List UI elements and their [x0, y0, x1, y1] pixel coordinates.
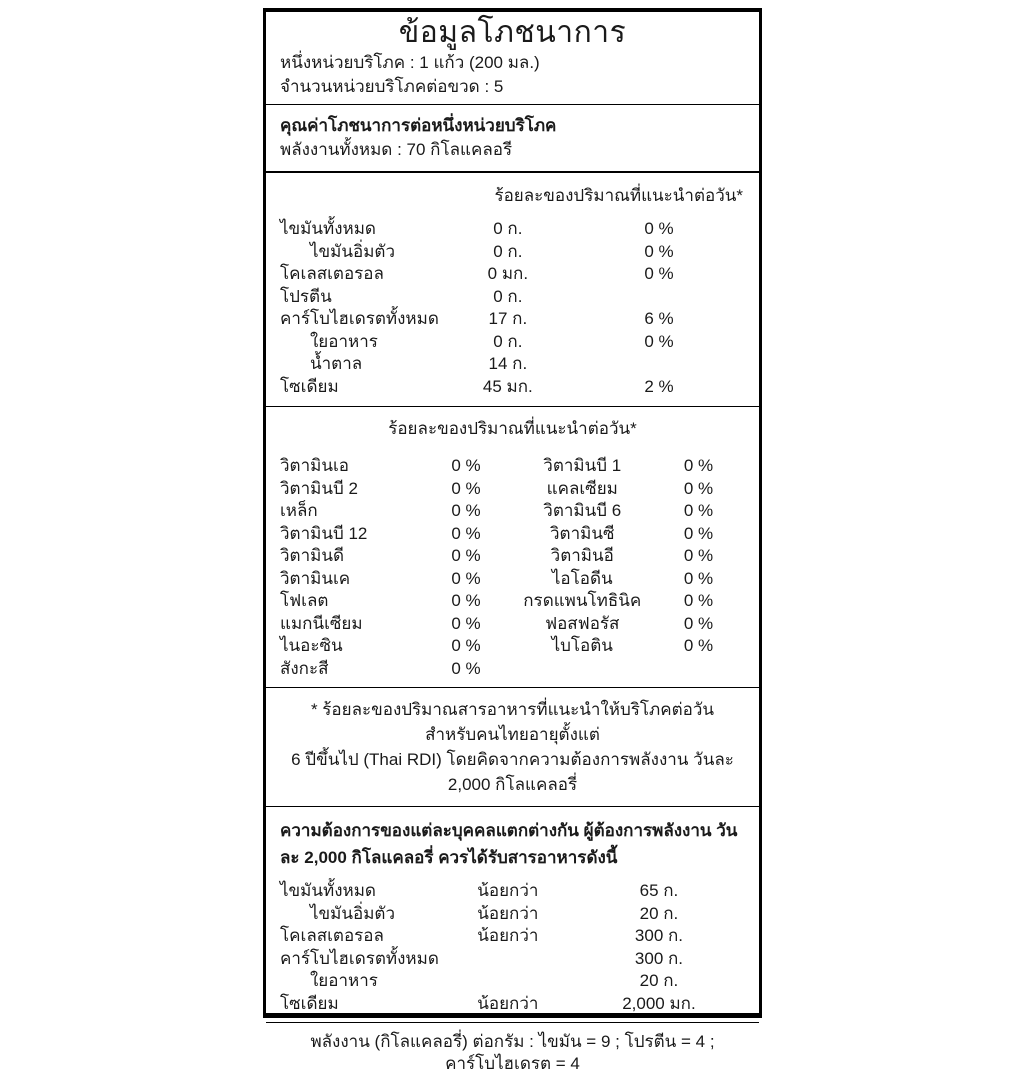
nutrient-percent: 0 %	[644, 264, 674, 283]
vitamin-row	[280, 478, 745, 501]
vitamin-name: วิตามินบี 12	[280, 523, 368, 543]
nutrient-percent	[573, 353, 745, 376]
nutrient-percent: 0 %	[644, 241, 674, 261]
vitamin-row	[280, 658, 745, 681]
nutrient-row	[280, 353, 745, 376]
vitamin-daily-value-header: ร้อยละของปริมาณที่แนะนำต่อวัน*	[388, 419, 637, 438]
requirement-name: คาร์โบไฮเดรตทั้งหมด	[280, 948, 439, 968]
vitamin-row	[280, 500, 745, 523]
vitamin-percent: 0 %	[451, 636, 481, 655]
vitamin-percent: 0 %	[451, 523, 481, 543]
requirement-value: 300 ก.	[634, 926, 684, 945]
rdi-footnote-line2: 6 ปีขึ้นไป (Thai RDI) โดยคิดจากความต้องการพลังงาน วันละ 2,000 กิโลแคลอรี่	[291, 750, 734, 794]
vitamin-name: แมกนีเซียม	[280, 613, 363, 633]
nutrient-name: โซเดียม	[280, 376, 339, 396]
nutrient-name: ไขมันทั้งหมด	[280, 219, 376, 238]
nutrient-amount: 45 มก.	[482, 376, 533, 396]
requirements-heading: ความต้องการของแต่ละบุคคลแตกต่างกัน ผู้ต้องการพลังงาน วันละ 2,000 กิโลแคลอรี่ ควรได้รับสารอาหารดังนี้	[280, 821, 738, 867]
vitamin-row	[280, 523, 745, 546]
vitamin-name: สังกะสี	[280, 658, 329, 678]
nutrient-row	[280, 286, 745, 309]
requirement-name: ไขมันทั้งหมด	[280, 881, 376, 900]
requirement-value: 2,000 มก.	[622, 993, 696, 1013]
requirement-condition: น้อยกว่า	[477, 903, 539, 923]
requirement-value: 65 ก.	[639, 881, 679, 900]
vitamin-percent: 0 %	[683, 568, 714, 588]
requirement-row	[280, 948, 745, 971]
vitamin-percent: 0 %	[451, 591, 481, 610]
nutrient-amount: 0 ก.	[493, 331, 523, 351]
nutrient-percent: 2 %	[644, 376, 674, 396]
vitamin-percent: 0 %	[451, 658, 481, 678]
vitamin-row	[280, 568, 745, 591]
vitamin-row	[280, 613, 745, 636]
nutrient-amount: 14 ก.	[488, 354, 528, 373]
nutrient-row	[280, 376, 745, 399]
nutrient-row	[280, 263, 745, 286]
nutrient-table-section	[266, 171, 759, 406]
vitamin-percent: 0 %	[451, 613, 481, 633]
vitamin-percent: 0 %	[683, 478, 714, 498]
nutrient-name: น้ำตาล	[310, 354, 363, 373]
vitamin-percent: 0 %	[451, 501, 481, 520]
vitamin-name: วิตามินเอ	[280, 456, 349, 475]
vitamin-name: วิตามินอี	[550, 546, 614, 565]
vitamin-name: วิตามินดี	[280, 546, 344, 565]
vitamin-name: ไอโอดีน	[551, 568, 613, 588]
vitamin-percent: 0 %	[683, 456, 714, 475]
nutrient-percent: 0 %	[644, 331, 674, 351]
vitamin-name: แคลเซียม	[546, 478, 618, 498]
header-section	[266, 12, 759, 104]
requirement-name: ไขมันอิ่มตัว	[310, 903, 395, 923]
energy-conversion-footer-section	[266, 1022, 759, 1083]
vitamin-percent: 0 %	[451, 546, 481, 565]
nutrient-amount: 17 ก.	[488, 309, 528, 328]
nutrient-percent: 0 %	[644, 219, 674, 238]
vitamin-name: ฟอสฟอรัส	[545, 613, 620, 633]
label-title: ข้อมูลโภชนาการ	[398, 16, 627, 49]
requirement-row	[280, 880, 745, 903]
vitamin-name: กรดแพนโทธินิค	[523, 591, 642, 610]
nutrient-name: โปรตีน	[280, 286, 332, 306]
nutrient-amount: 0 มก.	[487, 264, 529, 283]
total-energy: พลังงานทั้งหมด : 70 กิโลแคลอรี	[280, 140, 513, 159]
vitamin-percent: 0 %	[683, 546, 714, 565]
vitamin-percent: 0 %	[451, 456, 481, 475]
nutrient-name: ไขมันอิ่มตัว	[310, 241, 395, 261]
requirement-condition	[443, 948, 573, 971]
requirement-condition	[443, 970, 573, 993]
nutrient-amount: 0 ก.	[493, 286, 523, 306]
per-serving-section	[266, 104, 759, 171]
vitamin-percent: 0 %	[683, 523, 714, 543]
vitamin-row	[280, 590, 745, 613]
nutrient-row	[280, 331, 745, 354]
nutrient-percent	[573, 286, 745, 309]
energy-conversion-footer: พลังงาน (กิโลแคลอรี่) ต่อกรัม : ไขมัน = 9 ; โปรตีน = 4 ; คาร์โบไฮเดรต = 4	[310, 1032, 715, 1073]
vitamin-row	[280, 455, 745, 478]
vitamin-percent: 0 %	[451, 568, 481, 588]
requirements-section	[266, 806, 759, 1022]
vitamin-table-section	[266, 406, 759, 687]
vitamin-name: ไนอะซิน	[280, 636, 343, 655]
nutrient-amount: 0 ก.	[493, 241, 523, 261]
rdi-footnote	[266, 687, 759, 806]
requirement-value: 300 ก.	[634, 948, 684, 968]
vitamin-percent: 0 %	[451, 478, 481, 498]
requirement-row	[280, 970, 745, 993]
requirement-name: ใยอาหาร	[310, 971, 378, 990]
requirement-row	[280, 925, 745, 948]
vitamin-name: โฟเลต	[280, 591, 329, 610]
requirement-row	[280, 993, 745, 1016]
vitamin-row	[280, 635, 745, 658]
vitamin-name	[513, 658, 653, 681]
nutrient-name: คาร์โบไฮเดรตทั้งหมด	[280, 309, 439, 328]
daily-value-header: ร้อยละของปริมาณที่แนะนำต่อวัน*	[494, 186, 743, 205]
nutrient-percent: 6 %	[644, 309, 674, 328]
vitamin-percent: 0 %	[683, 591, 714, 610]
nutrient-row	[280, 308, 745, 331]
vitamin-name: วิตามินบี 2	[280, 478, 358, 498]
requirement-value: 20 ก.	[639, 903, 679, 923]
requirement-condition: น้อยกว่า	[477, 926, 539, 945]
vitamin-percent: 0 %	[683, 613, 714, 633]
nutrient-row	[280, 241, 745, 264]
vitamin-percent: 0 %	[683, 636, 714, 655]
requirement-row	[280, 903, 745, 926]
servings-per-container: จำนวนหน่วยบริโภคต่อขวด : 5	[280, 77, 504, 96]
rdi-footnote-line1: * ร้อยละของปริมาณสารอาหารที่แนะนำให้บริโภคต่อวัน สำหรับคนไทยอายุตั้งแต่	[310, 700, 715, 744]
nutrient-name: โคเลสเตอรอล	[280, 264, 384, 283]
vitamin-name: ไบโอติน	[551, 636, 613, 655]
nutrition-label	[263, 8, 762, 1073]
nutrient-row	[280, 218, 745, 241]
vitamin-percent: 0 %	[683, 501, 714, 520]
nutrient-name: ใยอาหาร	[310, 331, 378, 351]
per-serving-heading: คุณค่าโภชนาการต่อหนึ่งหน่วยบริโภค	[280, 116, 557, 135]
vitamin-percent	[652, 658, 745, 681]
requirement-condition: น้อยกว่า	[477, 993, 539, 1013]
requirement-name: โซเดียม	[280, 993, 339, 1013]
requirement-value: 20 ก.	[639, 971, 679, 990]
vitamin-name: วิตามินบี 1	[543, 456, 622, 475]
nutrient-amount: 0 ก.	[493, 219, 523, 238]
serving-size: หนึ่งหน่วยบริโภค : 1 แก้ว (200 มล.)	[280, 53, 540, 72]
vitamin-name: เหล็ก	[280, 501, 318, 520]
vitamin-name: วิตามินบี 6	[543, 501, 622, 520]
requirement-condition: น้อยกว่า	[477, 881, 539, 900]
requirement-name: โคเลสเตอรอล	[280, 926, 384, 945]
vitamin-row	[280, 545, 745, 568]
vitamin-name: วิตามินเค	[280, 568, 351, 588]
vitamin-name: วิตามินซี	[550, 523, 615, 543]
